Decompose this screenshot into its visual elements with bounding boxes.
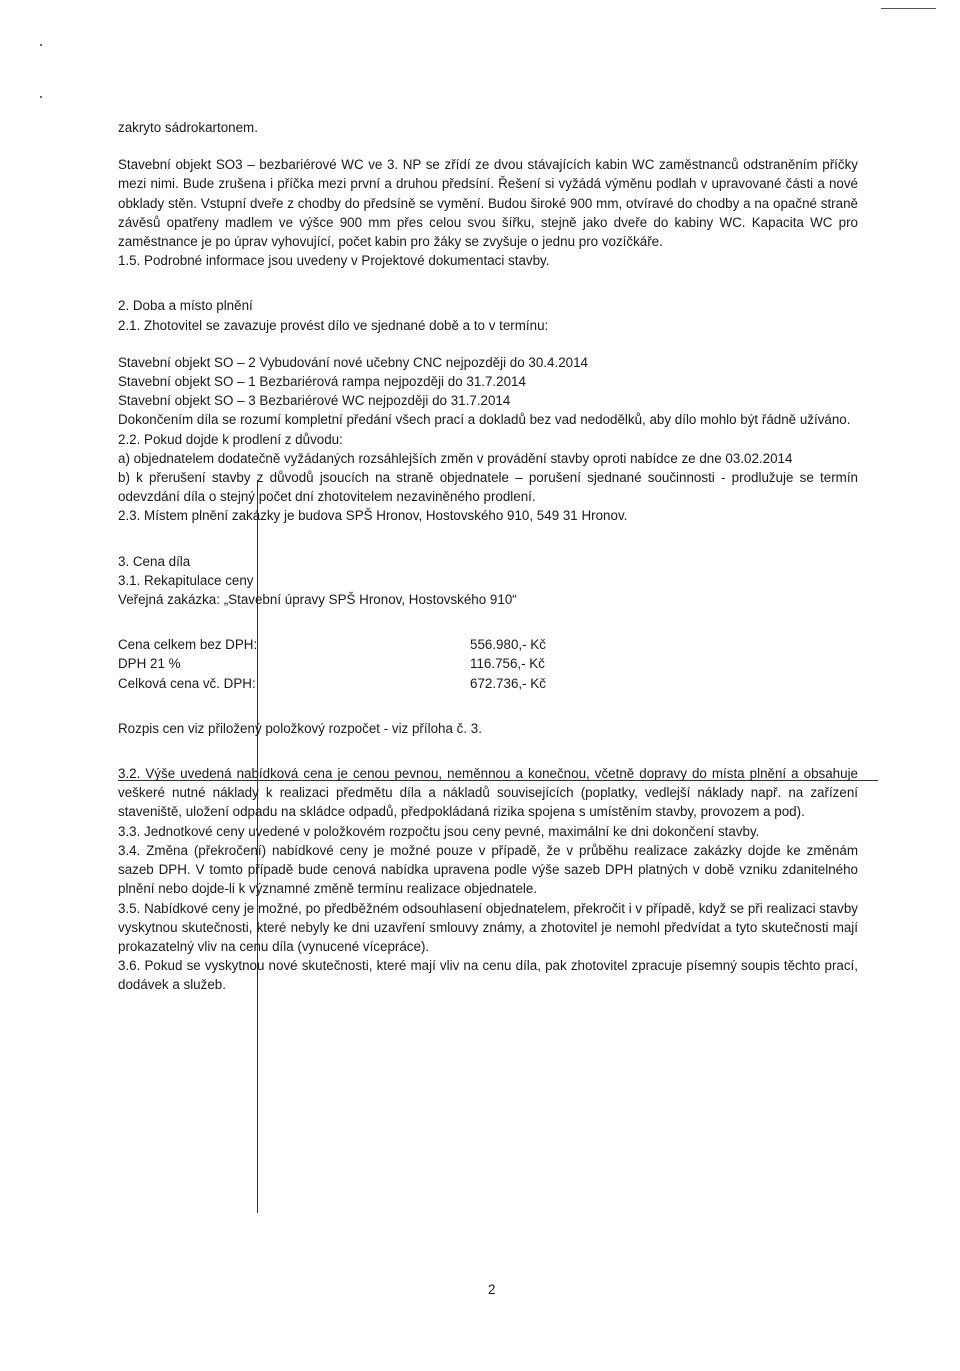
item-3-1: 3.1. Rekapitulace ceny bbox=[118, 572, 254, 588]
contract-label: Veřejná zakázka: bbox=[118, 592, 220, 608]
document-body bbox=[118, 118, 858, 995]
breakdown-line: Rozpis cen viz přiložený položkový rozpočet - viz příloha č. 3. bbox=[118, 720, 482, 736]
scan-corner-mark bbox=[881, 8, 936, 9]
price-row-total bbox=[118, 674, 588, 693]
item-3-4: 3.4. Změna (překročení) nabídkové ceny je možné pouze v případě, že v průběhu realizace zakázky dojde ke změnám sazeb DPH. V tomto případě bude cenová nabídka upravena podle výše sazeb DPH platných v době vzniku zdanitelného plnění nebo dojde-li k významné změně termínu realizace objednatele. bbox=[118, 842, 858, 897]
price-row-net bbox=[118, 635, 588, 654]
deadline-so2: Stavební objekt SO – 2 Vybudování nové učebny CNC nejpozději do 30.4.2014 bbox=[118, 354, 588, 370]
intro-line: zakryto sádrokartonem. bbox=[118, 120, 258, 135]
contract-line bbox=[118, 590, 858, 609]
scan-speck bbox=[40, 44, 42, 46]
item-3-5: 3.5. Nabídkové ceny je možné, po předběžném odsouhlasení objednatelem, překročit i v případě, když se při realizaci stavby vyskytnou skutečnosti, které nebyly ke dni uzavření smlouvy známy, a zhotovitel je nemohl předvídat a tyto skutečnosti mají prokazatelný vliv na cenu díla (vynucené vícepráce). bbox=[118, 900, 858, 954]
so3-paragraph: Stavební objekt SO3 – bezbariérové WC ve 3. NP se zřídí ze dvou stávajících kabin WC zaměstnanců odstraněním příčky mezi nimi. Bude zrušena i příčka mezi první a druhou předsíní. Řešení si vyžádá výměnu podlah v upravované části a nové obklady stěn. Vstupní dveře z chodby do předsíně se vymění. Budou široké 900 mm, otvíravé do chodby a na opačné straně závěsů opatřeny madlem ve výšce 900 mm přes celou svou šířku, stejně jako dveře do kabiny WC. Kapacita WC pro zaměstnance je po úprav vyhovující, počet kabin pro žáky se zvyšuje o jednu pro vozíčkáře. bbox=[118, 157, 858, 250]
item-3-3: 3.3. Jednotkové ceny uvedené v položkovém rozpočtu jsou ceny pevné, maximální ke dni dokončení stavby. bbox=[118, 823, 760, 839]
contract-name: „Stavební úpravy SPŠ Hronov, Hostovského 910“ bbox=[223, 592, 517, 608]
price-value: 556.980,- Kč bbox=[470, 637, 546, 653]
item-2-3: 2.3. Místem plnění zakázky je budova SPŠ Hronov, Hostovského 910, 549 31 Hronov. bbox=[118, 508, 628, 524]
page-number: 2 bbox=[488, 1282, 496, 1297]
price-row-vat bbox=[118, 654, 588, 673]
deadline-so1: Stavební objekt SO – 1 Bezbariérová rampa nejpozději do 31.7.2014 bbox=[118, 374, 526, 390]
price-value: 672.736,- Kč bbox=[470, 675, 546, 691]
item-2-2-a: a) objednatelem dodatečně vyžádaných rozsáhlejších změn v provádění stavby oproti nabídce ze dne 03.02.2014 bbox=[118, 450, 793, 466]
price-label: Cena celkem bez DPH: bbox=[118, 637, 258, 653]
item-1-5: 1.5. Podrobné informace jsou uvedeny v Projektové dokumentaci stavby. bbox=[118, 253, 550, 269]
price-label: DPH 21 % bbox=[118, 656, 181, 672]
price-value: 116.756,- Kč bbox=[470, 656, 545, 672]
item-3-6: 3.6. Pokud se vyskytnou nové skutečnosti, které mají vliv na cenu díla, pak zhotovitel zpracuje písemný soupis těchto prací, dodávek a služeb. bbox=[118, 958, 858, 993]
item-3-2: 3.2. Výše uvedená nabídková cena je cenou pevnou, neměnnou a konečnou, včetně dopravy do místa plnění a obsahuje veškeré nutné náklady k realizaci předmětu díla a nákladů souvisejících (poplatky, vedlejší náklady např. na zařízení staveniště, uložení odpadu na skládce odpadů, předpokládaná rizika spojena s umístěním stavby, provozem a pod). bbox=[118, 766, 858, 820]
section-3-title: 3. Cena díla bbox=[118, 553, 191, 569]
completion-text: Dokončením díla se rozumí kompletní předání všech prací a dokladů bez vad nedodělků, aby dílo mohlo být řádně užíváno. bbox=[118, 412, 851, 428]
scan-speck bbox=[40, 96, 42, 98]
item-2-2: 2.2. Pokud dojde k prodlení z důvodu: bbox=[118, 431, 343, 447]
item-2-2-b: b) k přerušení stavby z důvodů jsoucích na straně objednatele – porušení sjednané součinnosti - prodlužuje se termín odevzdání díla o stejný počet dní zhotovitelem nezaviněného prodlení. bbox=[118, 470, 858, 505]
section-2-title: 2. Doba a místo plnění bbox=[118, 298, 253, 314]
price-label: Celková cena vč. DPH: bbox=[118, 675, 256, 691]
item-2-1: 2.1. Zhotovitel se zavazuje provést dílo ve sjednané době a to v termínu: bbox=[118, 317, 549, 333]
deadline-so3: Stavební objekt SO – 3 Bezbariérové WC nejpozději do 31.7.2014 bbox=[118, 393, 511, 409]
